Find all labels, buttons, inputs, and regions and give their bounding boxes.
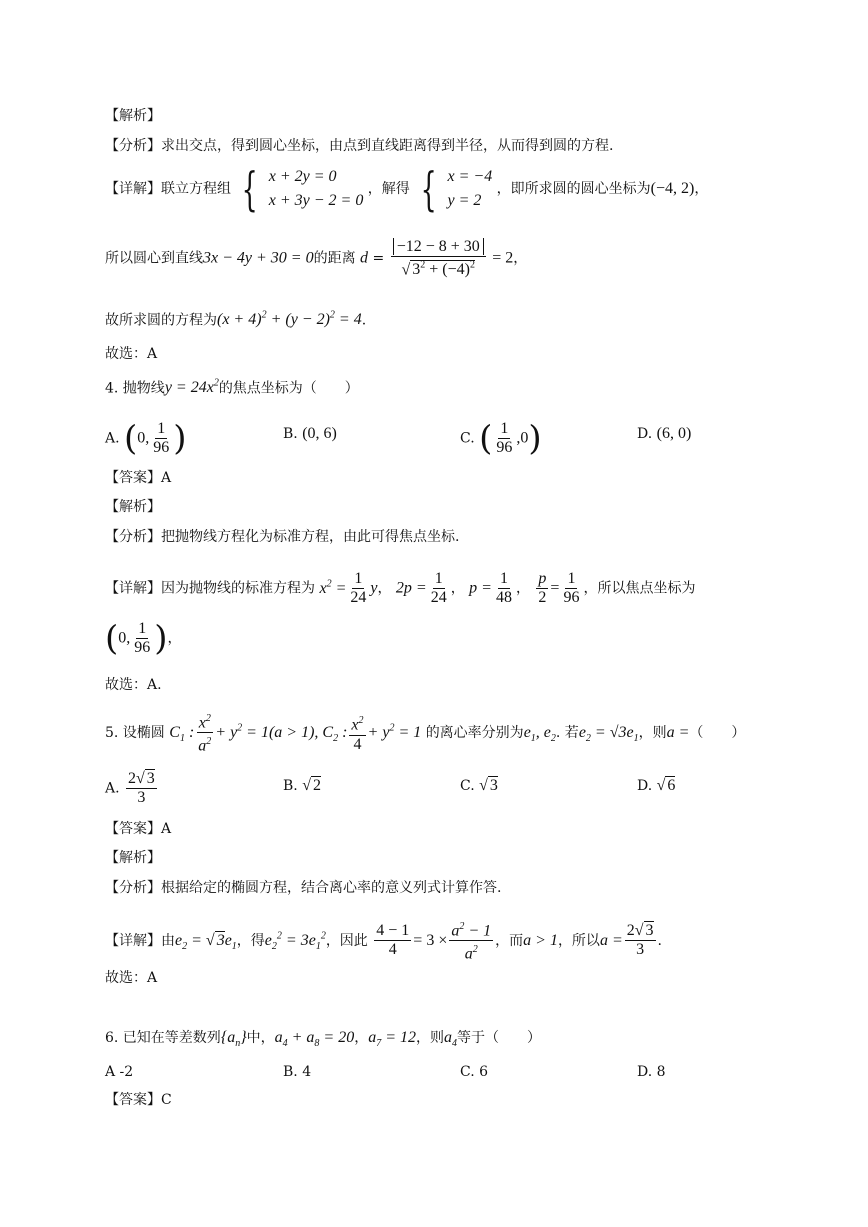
question-5: 5. 设椭圆 $C_1$ : $\frac{x^2}{a^2}$ + $y^2 = 1(a > 1)$, $C_2$ : $\frac{x^2}{4}$ + $y^2 = 1$ 的离心率分别为$e_1$, $e_2$. 若$e_2 = √3e_1$，则a =（ ）	[105, 710, 745, 756]
option-4b: B. (0, 6)	[283, 425, 337, 442]
jiexi-label: 【解析】	[105, 108, 161, 124]
analysis-text: 【分析】根据给定的椭圆方程，结合离心率的意义列式计算作答.	[105, 880, 502, 896]
option-6c: C. 6	[460, 1064, 489, 1080]
jiexi-label: 【解析】	[105, 850, 161, 866]
analysis-text: 【分析】求出交点，得到圆心坐标，由点到直线距离得到半径，从而得到圆的方程.	[105, 138, 614, 154]
option-6a: A -2	[105, 1064, 134, 1080]
option-6b: B. 4	[283, 1064, 312, 1080]
option-4d: D. (6, 0)	[637, 425, 692, 442]
analysis-text: 【分析】把抛物线方程化为标准方程，由此可得焦点坐标.	[105, 529, 460, 545]
choice-line: 故选：A.	[105, 677, 162, 693]
question-4: 4. 抛物线$y = 24x^2$的焦点坐标为（ ）	[105, 378, 359, 397]
option-4c: C. ( $\frac{1}{96}$ ,0)	[460, 418, 542, 459]
option-4a: A. (0, $\frac{1}{96}$ )	[105, 418, 187, 459]
question-6: 6. 已知在等差数列$\{a_n\}$中，$a_4 + a_8 = 20$，$a_7 = 12$，则$a_4$等于（ ）	[105, 1029, 542, 1050]
circle-equation: 故所求圆的方程为$(x + 4)^2 + (y - 2)^2 = 4$.	[105, 310, 367, 329]
option-5c: C. √ 3	[460, 777, 498, 794]
choice-line: 故选：A	[105, 970, 158, 986]
option-5b: B. √ 2	[283, 777, 321, 794]
detail-line: 【详解】由$e_2$ = √ $3e_1$，得$e_2^2 = 3e_1^2$，因此 $\frac{4 - 1}{4}$ = 3 × $\frac{a^2 - 1}{a^2}$ ，而a > 1，所以a = $\frac{2√ 3}{3}$ .	[105, 918, 662, 964]
option-6d: D. 8	[637, 1064, 666, 1080]
answer-5: 【答案】A	[105, 821, 172, 837]
option-5a: A. $\frac{2√ 3}{3}$	[105, 770, 155, 806]
focus-coordinate: (0, $\frac{1}{96}$ )，	[105, 618, 182, 659]
answer-4: 【答案】A	[105, 470, 172, 486]
detail-line: 【详解】因为抛物线的标准方程为 $x^2$ = $\frac{1}{24}$ y， 2p = $\frac{1}{24}$ ， p = $\frac{1}{48}$ ， $\frac{p}{2}$ = $\frac{1}{96}$ ，所以焦点坐标为	[105, 570, 696, 606]
option-5d: D. √ 6	[637, 777, 676, 794]
answer-6: 【答案】C	[105, 1092, 172, 1108]
distance-line: 所以圆心到直线3x − 4y + 30 = 0的距离 d = $\frac{-12 - 8 + 30}{√ 3^2 + (-4)^2}$ = 2，	[105, 238, 528, 279]
detail-line: 【详解】联立方程组 { x + 2y = 0 x + 3y − 2 = 0 ，解得 { x = −4 y = 2 ，即所求圆的圆心坐标为(−4, 2)，	[105, 162, 709, 216]
jiexi-label: 【解析】	[105, 499, 161, 515]
choice-line: 故选：A	[105, 346, 158, 362]
